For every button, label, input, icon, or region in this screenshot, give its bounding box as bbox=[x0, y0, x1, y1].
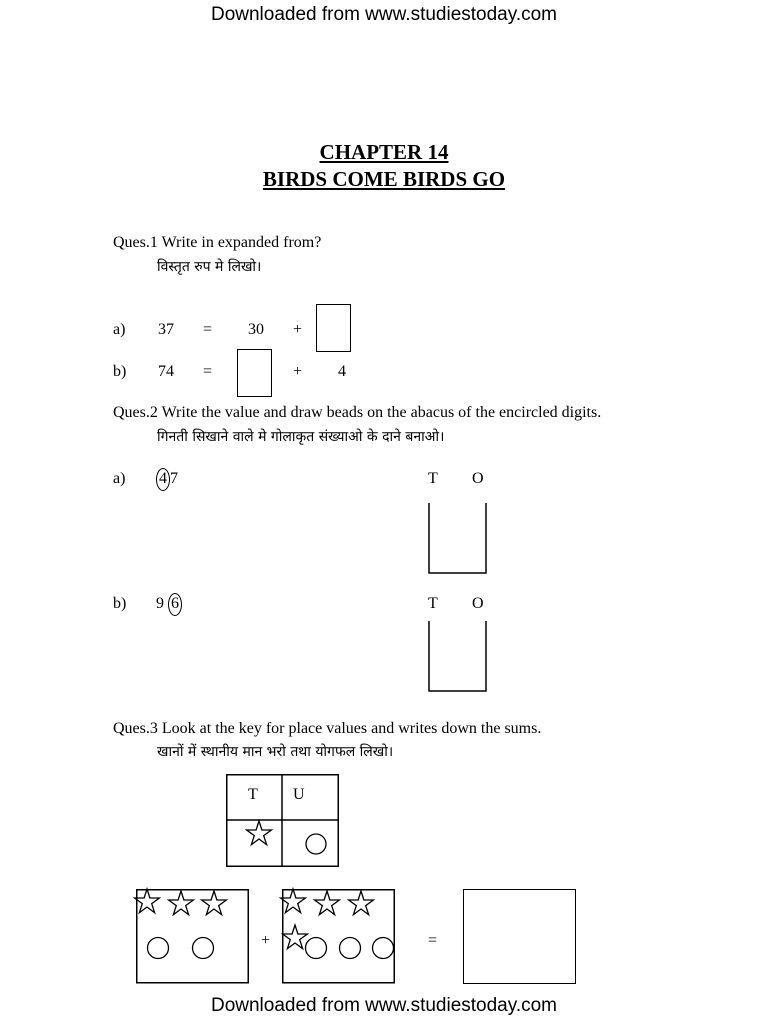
q3-answer-box[interactable] bbox=[463, 889, 576, 984]
q1b-plus: + bbox=[293, 363, 303, 380]
q2a-tens-heading: T bbox=[428, 470, 438, 487]
q1a-number: 37 bbox=[158, 321, 174, 338]
circle-icon bbox=[193, 938, 214, 959]
q3-addend-box-1 bbox=[136, 889, 250, 985]
star-icon bbox=[169, 891, 194, 915]
q3-hindi: खानों में स्थानीय मान भरो तथा योगफल लिखो। bbox=[157, 744, 394, 760]
header-watermark: Downloaded from www.studiestoday.com bbox=[210, 4, 558, 25]
q2b-tens-heading: T bbox=[428, 595, 438, 612]
q2a-number bbox=[156, 468, 178, 491]
chapter-number: CHAPTER 14 bbox=[319, 140, 449, 164]
q2a-abacus[interactable] bbox=[428, 503, 488, 575]
q1a-tens-part: 30 bbox=[248, 321, 264, 338]
q3-key-table bbox=[226, 774, 340, 868]
star-icon bbox=[349, 891, 374, 915]
star-icon bbox=[315, 891, 340, 915]
star-icon bbox=[283, 925, 308, 949]
q2a-other-digit: 7 bbox=[170, 470, 178, 487]
q3-key-tens-heading: T bbox=[248, 786, 258, 803]
q2b-ones-heading: O bbox=[472, 595, 484, 612]
q1b-label: b) bbox=[113, 363, 127, 380]
q2a-circled-digit: 4 bbox=[156, 468, 170, 491]
star-icon bbox=[135, 889, 160, 913]
q2a-ones-heading: O bbox=[472, 470, 484, 487]
circle-icon bbox=[306, 938, 327, 959]
q2a-label: a) bbox=[113, 470, 126, 487]
star-icon bbox=[281, 889, 306, 913]
q3-equals-sign: = bbox=[428, 932, 438, 949]
q3-plus-sign: + bbox=[261, 932, 271, 949]
q2b-circled-digit: 6 bbox=[168, 593, 182, 616]
q1-hindi: विस्तृत रुप मे लिखो। bbox=[157, 259, 262, 275]
q1a-label: a) bbox=[113, 321, 126, 338]
circle-icon bbox=[148, 938, 169, 959]
q1-text: Ques.1 Write in expanded from? bbox=[113, 234, 322, 251]
q2b-other-digit: 9 bbox=[156, 595, 164, 612]
q1b-ones-part: 4 bbox=[338, 363, 346, 380]
key-circle-icon bbox=[306, 834, 326, 854]
q1b-number: 74 bbox=[158, 363, 174, 380]
key-star-icon bbox=[247, 821, 272, 845]
q3-key-units-heading: U bbox=[293, 786, 305, 803]
footer-watermark: Downloaded from www.studiestoday.com bbox=[210, 995, 558, 1016]
q2b-number bbox=[156, 593, 182, 616]
q3-addend-box-2 bbox=[282, 889, 396, 985]
q1a-answer-box[interactable] bbox=[316, 304, 351, 352]
q1b-answer-box[interactable] bbox=[237, 349, 272, 397]
q2-hindi: गिनती सिखाने वाले मे गोलाकृत संख्याओ के दाने बनाओ। bbox=[157, 429, 445, 445]
q1b-equals: = bbox=[203, 363, 213, 380]
circle-icon bbox=[340, 938, 361, 959]
circle-icon bbox=[373, 938, 394, 959]
q1a-equals: = bbox=[203, 321, 213, 338]
q2b-label: b) bbox=[113, 595, 127, 612]
q2b-abacus[interactable] bbox=[428, 621, 488, 693]
q3-text: Ques.3 Look at the key for place values and writes down the sums. bbox=[113, 720, 542, 737]
q2-text: Ques.2 Write the value and draw beads on the abacus of the encircled digits. bbox=[113, 404, 602, 421]
chapter-title: BIRDS COME BIRDS GO bbox=[262, 167, 506, 191]
star-icon bbox=[202, 891, 227, 915]
q1a-plus: + bbox=[293, 321, 303, 338]
